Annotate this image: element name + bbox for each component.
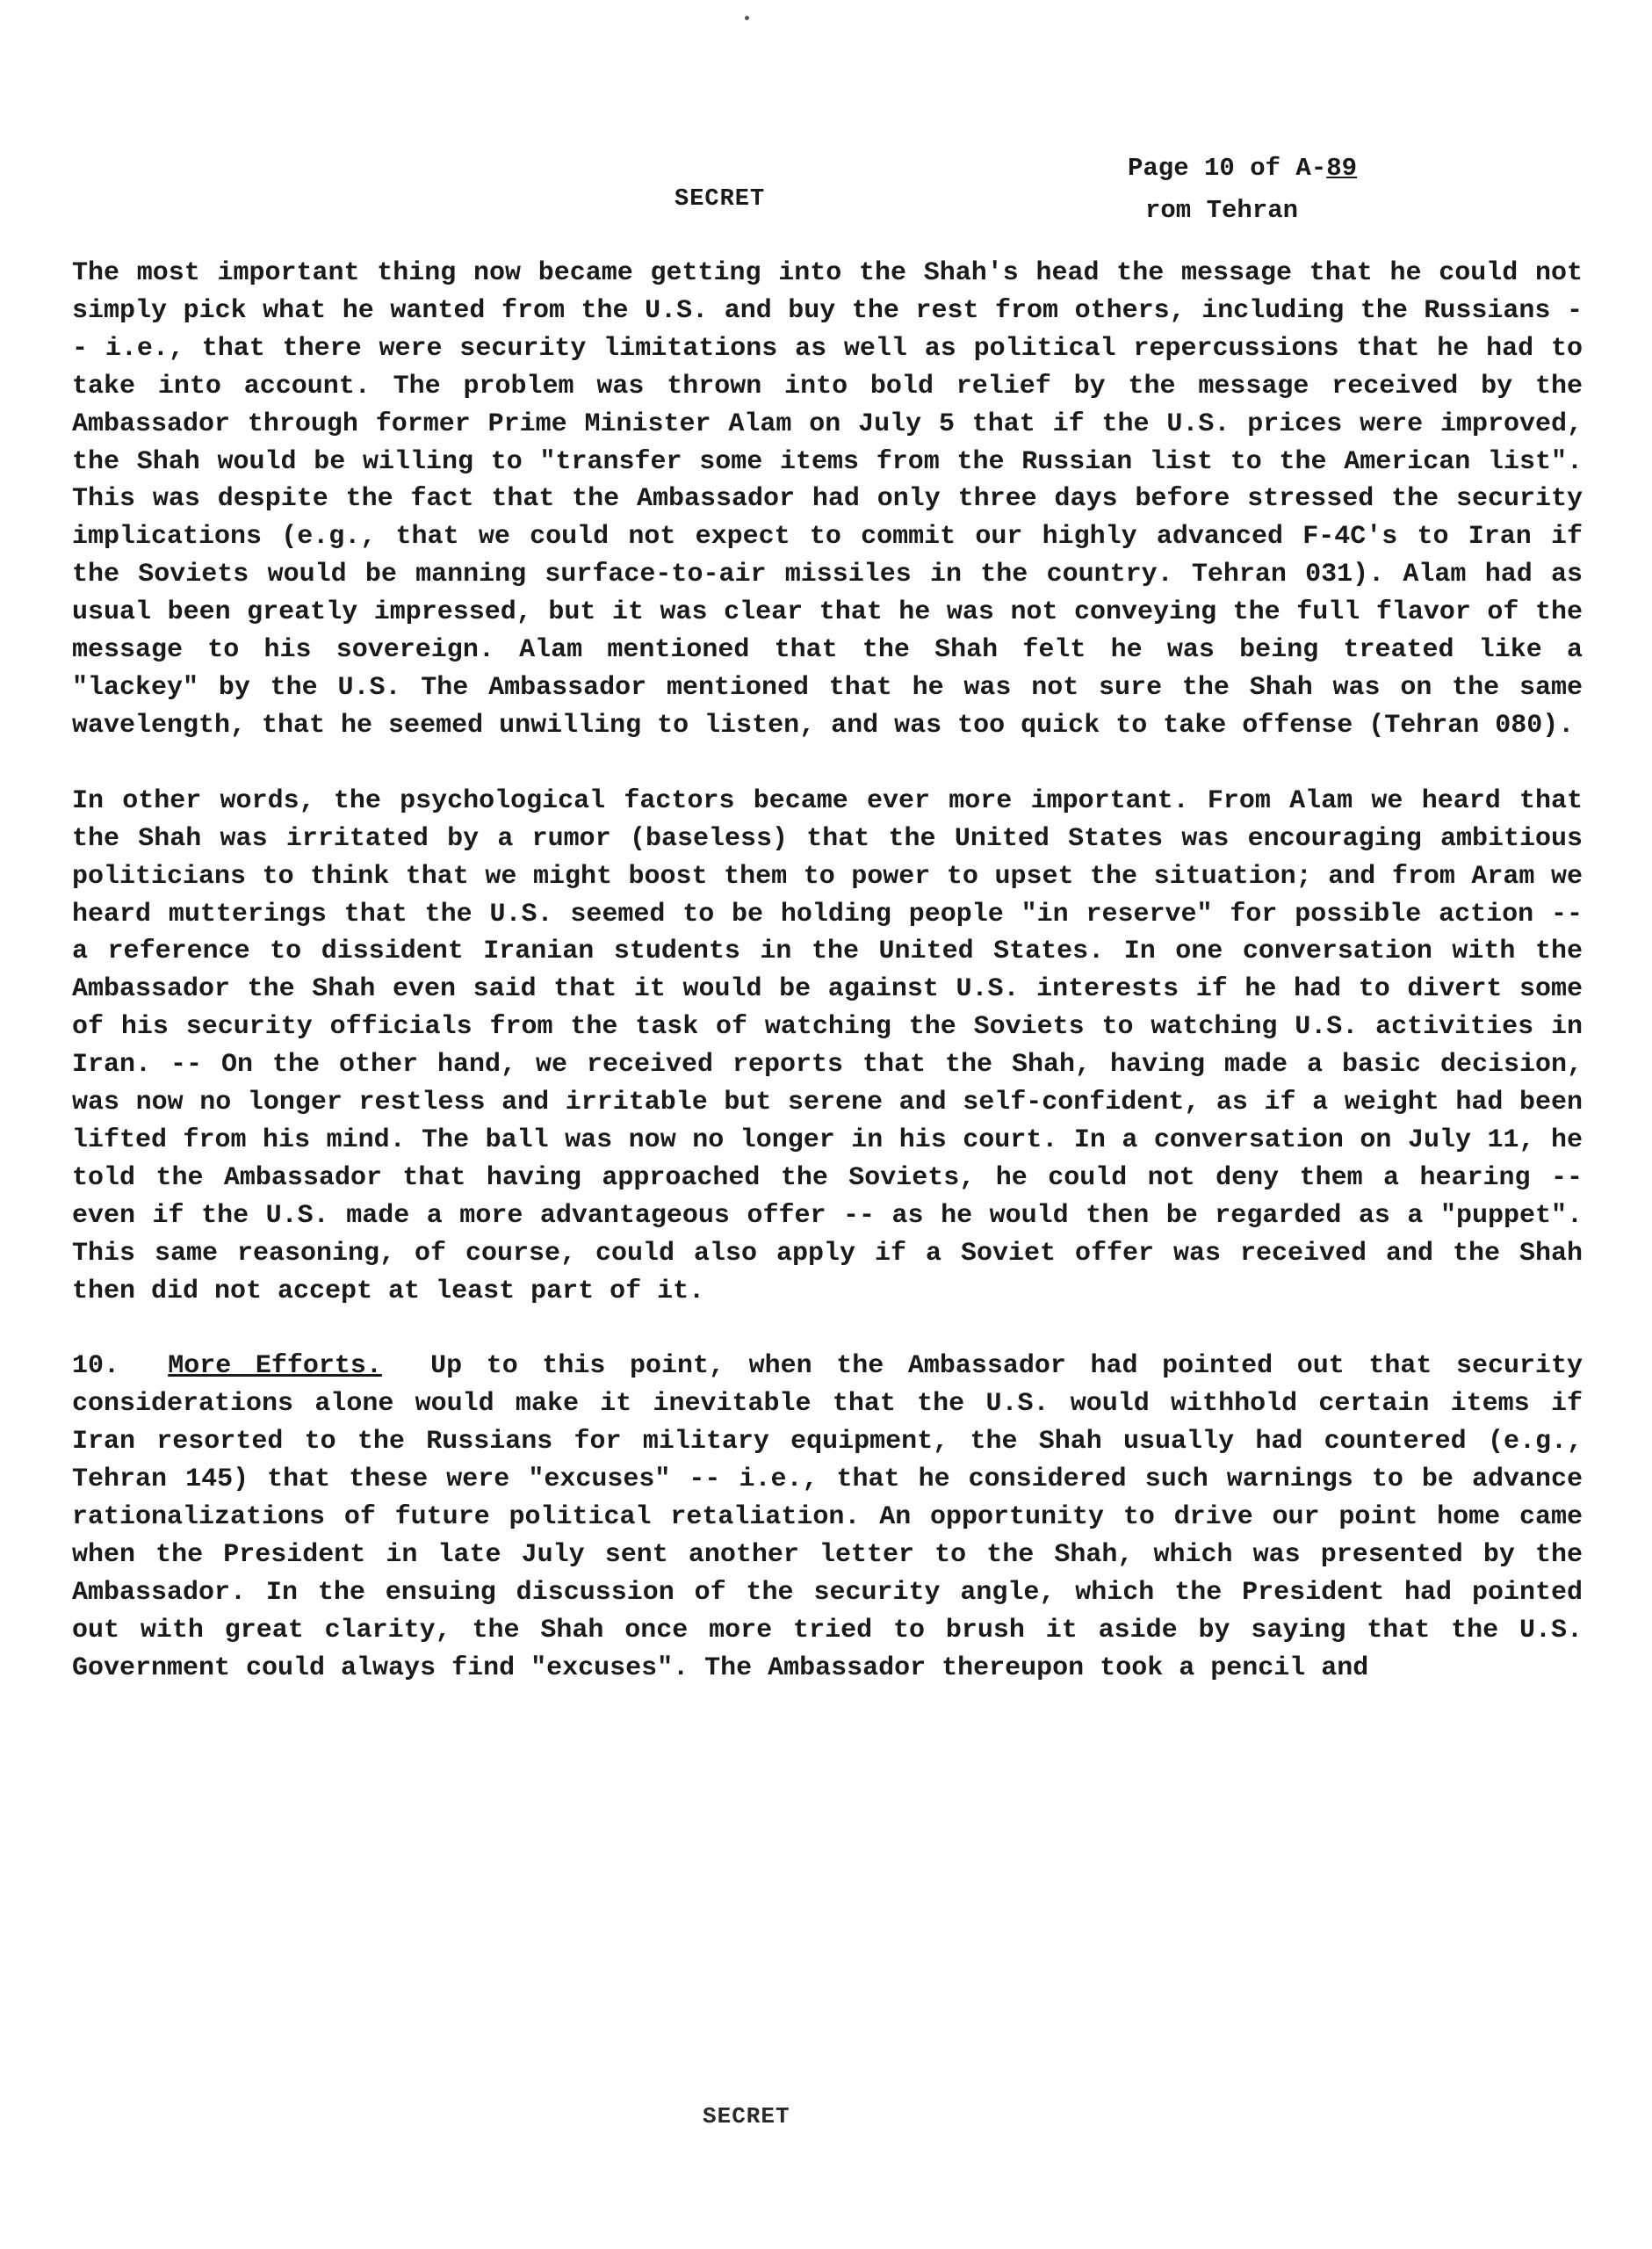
page-label: Page 10 of A- bbox=[1128, 154, 1327, 183]
paragraph-1: The most important thing now became getting into the Shah's head the message that he could not simply pick what he wanted from the U.S. and buy the rest from others, including the Russians -- i.e., that there were security limitations as well as political repercussions that he had to take into account. The problem was thrown into bold relief by the message received by the Ambassador through former Prime Minister Alam on July 5 that if the U.S. prices were improved, the Shah would be willing to "transfer some items from the Russian list to the American list". This was despite the fact that the Ambassador had only three days before stressed the security implications (e.g., that we could not expect to commit our highly advanced F-4C's to Iran if the Soviets would be manning surface-to-air missiles in the country. Tehran 031). Alam had as usual been greatly impressed, but it was clear that he was not conveying the full flavor of the message to his sovereign. Alam mentioned that the Shah felt he was being treated like a "lackey" by the U.S. The Ambassador mentioned that he was not sure the Shah was on the same wavelength, that he seemed unwilling to listen, and was too quick to take offense (Tehran 080). bbox=[72, 258, 1583, 741]
section-number: 10. bbox=[72, 1351, 120, 1382]
page-reference bbox=[1128, 148, 1497, 232]
scan-speck bbox=[745, 16, 749, 20]
section-10-paragraph bbox=[72, 1348, 1583, 1687]
footer-classification: SECRET bbox=[703, 2103, 790, 2130]
page-number-line bbox=[1128, 148, 1497, 190]
from-line: rom Tehran bbox=[1145, 196, 1299, 225]
document-body bbox=[72, 255, 1583, 1725]
section-text: Up to this point, when the Ambassador had pointed out that security considerations alone would make it inevitable that the U.S. would withhold certain items if Iran resorted to the Russians for military equipment, the Shah usually had countered (e.g., Tehran 145) that these were "excuses" -- i.e., that he considered such warnings to be advance rationalizations of future political retaliation. An opportunity to drive our point home came when the President in late July sent another letter to the Shah, which was presented by the Ambassador. In the ensuing discussion of the security angle, which the President had pointed out with great clarity, the Shah once more tried to brush it aside by saying that the U.S. Government could always find "excuses". The Ambassador thereupon took a pencil and bbox=[72, 1351, 1583, 1683]
airgram-number: 89 bbox=[1326, 154, 1358, 183]
header-classification: SECRET bbox=[675, 186, 766, 213]
paragraph-2: In other words, the psychological factors became ever more important. From Alam we heard that the Shah was irritated by a rumor (baseless) that the United States was encouraging ambitious politicians to think that we might boost them to power to upset the situation; and from Aram we heard mutterings that the U.S. seemed to be holding people "in reserve" for possible action -- a reference to dissident Iranian students in the United States. In one conversation with the Ambassador the Shah even said that it would be against U.S. interests if he had to divert some of his security officials from the task of watching the Soviets to watching U.S. activities in Iran. -- On the other hand, we received reports that the Shah, having made a basic decision, was now no longer restless and irritable but serene and self-confident, as if a weight had been lifted from his mind. The ball was now no longer in his court. In a conversation on July 11, he told the Ambassador that having approached the Soviets, he could not deny them a hearing -- even if the U.S. made a more advantageous offer -- as he would then be regarded as a "puppet". This same reasoning, of course, could also apply if a Soviet offer was received and the Shah then did not accept at least part of it. bbox=[72, 785, 1583, 1306]
section-title: More Efforts. bbox=[168, 1351, 382, 1382]
